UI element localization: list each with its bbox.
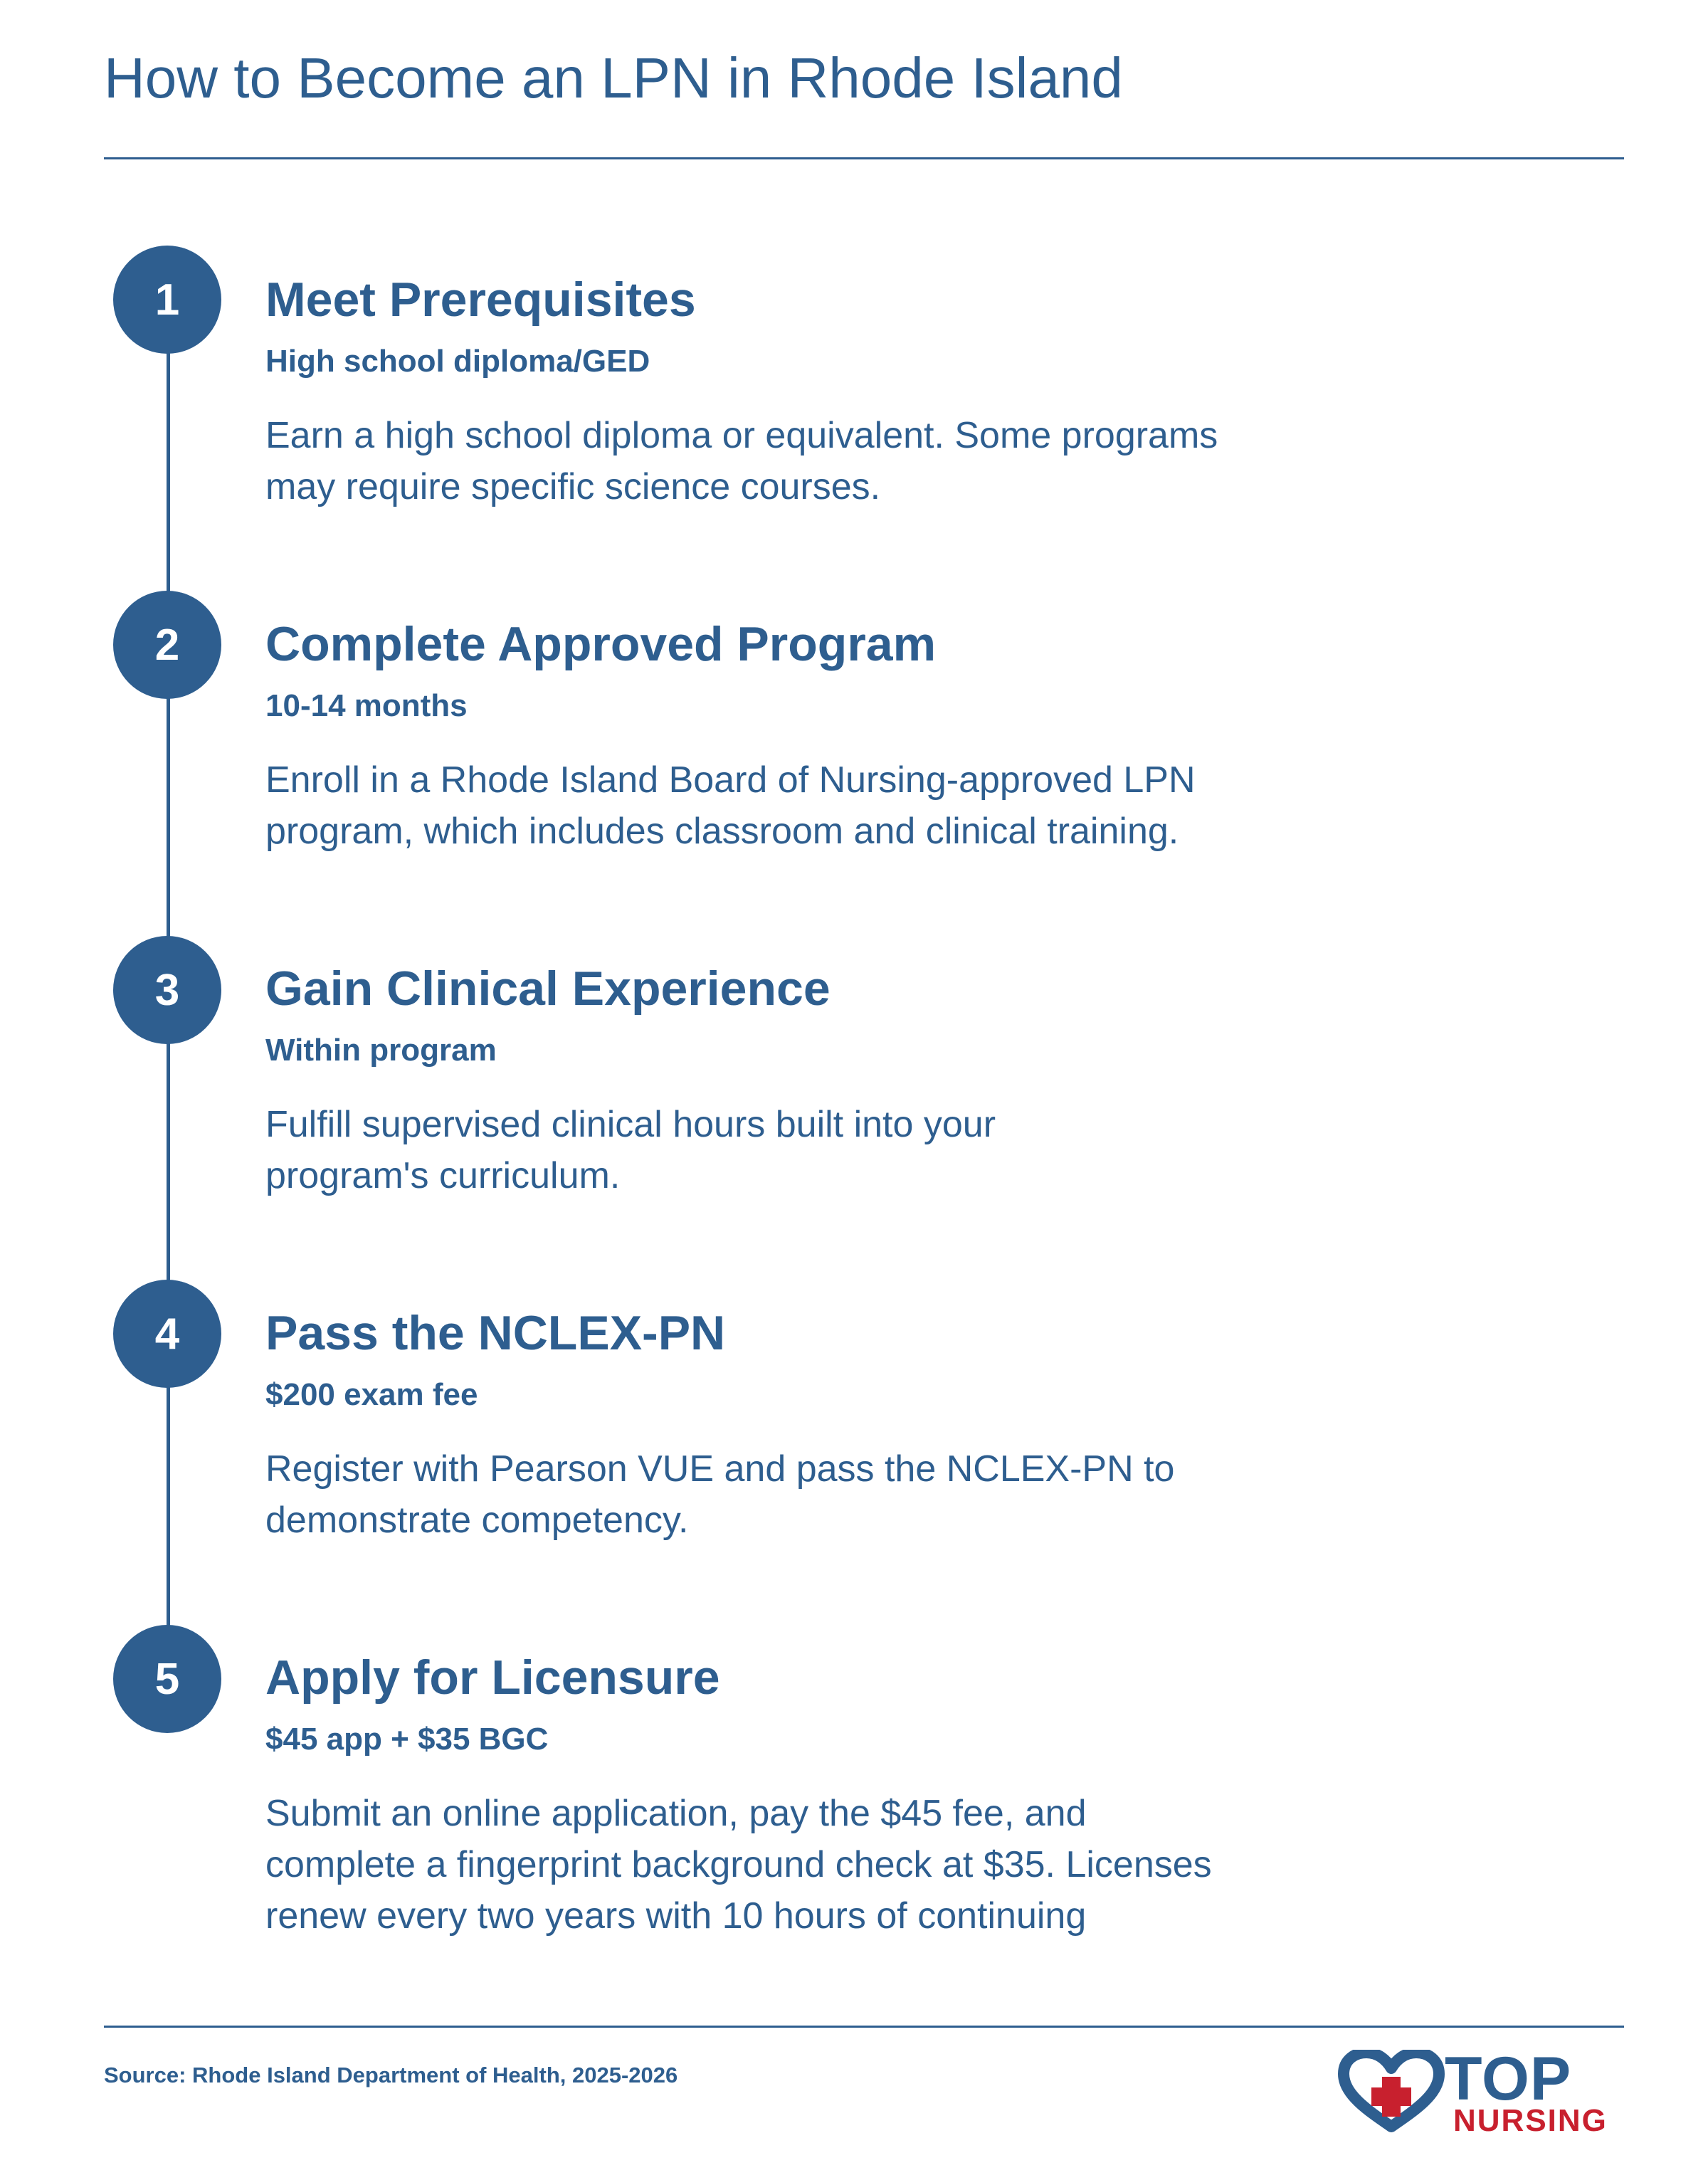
step-title: Apply for Licensure <box>265 1650 720 1705</box>
step-description-line: Submit an online application, pay the $45 fee, and <box>265 1793 1087 1834</box>
step-description-line: program's curriculum. <box>265 1155 621 1196</box>
step-title: Complete Approved Program <box>265 617 937 671</box>
top-nursing-logo <box>1338 2045 1623 2138</box>
step-number-badge: 1 <box>113 246 221 354</box>
step-description-line: renew every two years with 10 hours of continuing <box>265 1895 1087 1937</box>
source-note: Source: Rhode Island Department of Health, 2025-2026 <box>104 2063 678 2087</box>
footer-divider <box>104 2026 1624 2028</box>
step-description-line: Earn a high school diploma or equivalent. Some programs <box>265 415 1218 456</box>
step-subtitle: 10-14 months <box>265 688 468 723</box>
step-description-line: Register with Pearson VUE and pass the NCLEX-PN to <box>265 1448 1175 1490</box>
logo-wordmark-top: TOP <box>1445 2045 1572 2113</box>
step-title: Meet Prerequisites <box>265 273 696 327</box>
step-title: Gain Clinical Experience <box>265 962 831 1016</box>
step-subtitle: $200 exam fee <box>265 1377 478 1412</box>
step-description <box>265 1443 1376 1546</box>
step-description-line: program, which includes classroom and clinical training. <box>265 811 1179 852</box>
step-title: Pass the NCLEX-PN <box>265 1306 726 1360</box>
step-number-badge: 2 <box>113 591 221 699</box>
step-description-line: Fulfill supervised clinical hours built into your <box>265 1104 996 1145</box>
header-divider <box>104 157 1624 159</box>
step-number-badge: 4 <box>113 1280 221 1388</box>
step-number-badge: 5 <box>113 1625 221 1733</box>
heart-cross-icon <box>1338 2050 1445 2135</box>
page-title: How to Become an LPN in Rhode Island <box>104 46 1123 110</box>
step-description-line: may require specific science courses. <box>265 466 881 507</box>
step-description <box>265 754 1376 857</box>
step-subtitle: Within program <box>265 1033 497 1068</box>
logo-wordmark-nursing: NURSING <box>1453 2103 1608 2138</box>
step-description-line: Enroll in a Rhode Island Board of Nursing-approved LPN <box>265 759 1196 801</box>
step-number-badge: 3 <box>113 936 221 1044</box>
step-description <box>265 410 1376 512</box>
step-subtitle: $45 app + $35 BGC <box>265 1722 549 1757</box>
step-description-line: complete a fingerprint background check at $35. Licenses <box>265 1844 1212 1885</box>
step-subtitle: High school diploma/GED <box>265 344 650 379</box>
step-description <box>265 1788 1376 1942</box>
step-description <box>265 1099 1376 1201</box>
step-description-line: demonstrate competency. <box>265 1500 689 1541</box>
